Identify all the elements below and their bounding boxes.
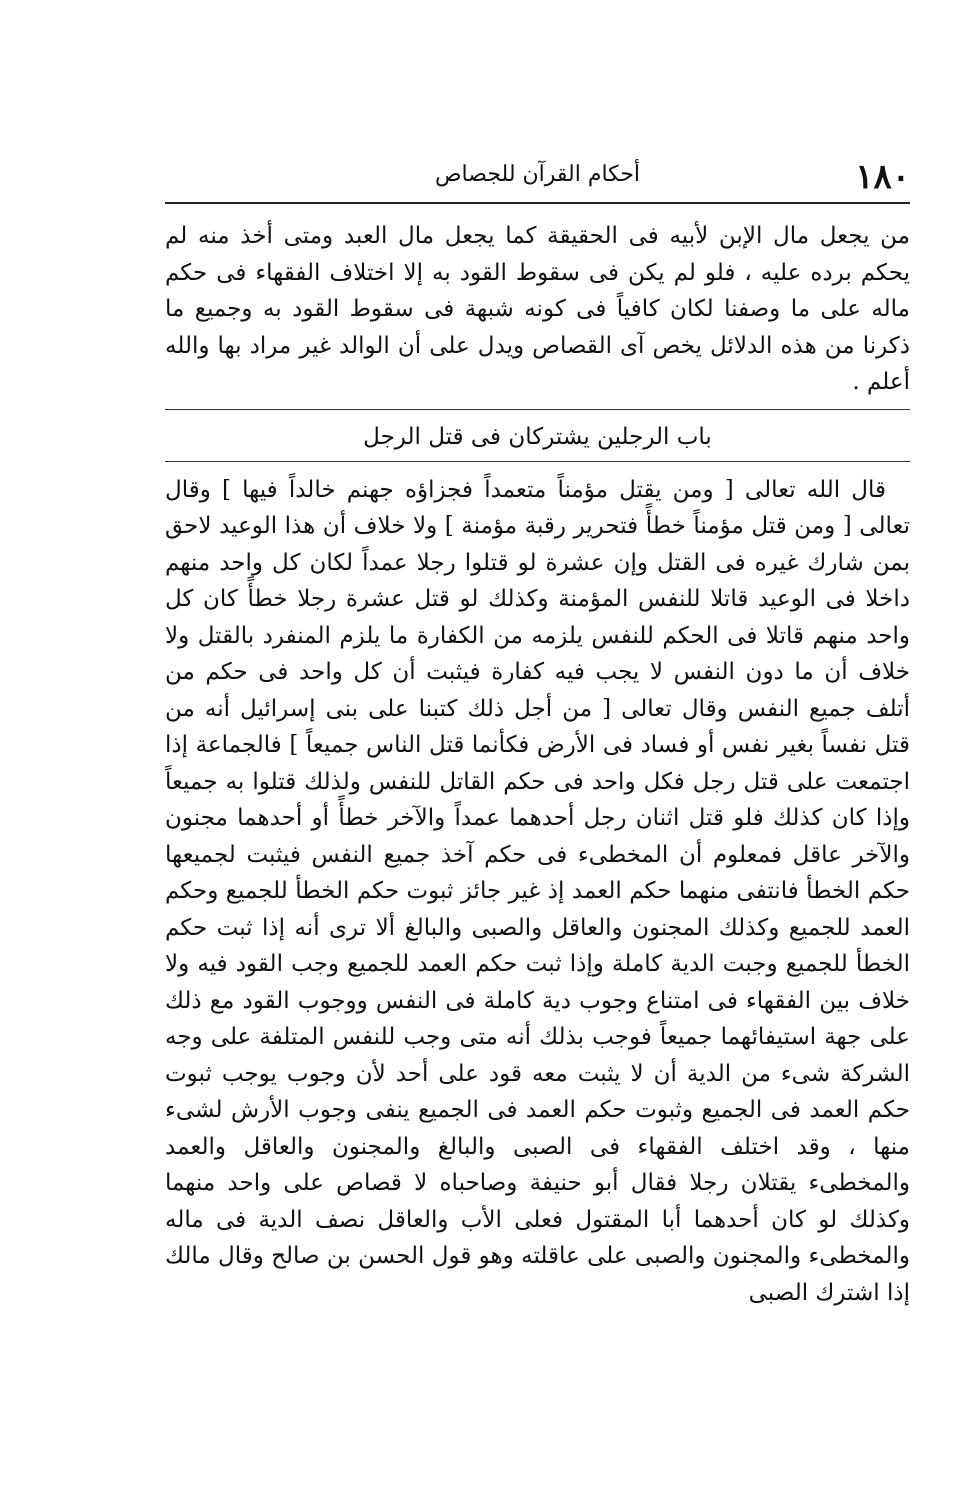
top-paragraph: من يجعل مال الإبن لأبيه فى الحقيقة كما يجعل مال العبد ومتى أخذ منه لم يحكم برده عليه ، فلو لم يكن فى سقوط القود به إلا اختلاف الفقهاء فى حكم ماله على ما وصفنا لكان كافياً فى كونه شبهة فى سقوط القود به وجميع ما ذكرنا من هذه الدلائل يخص آى القصاص ويدل على أن الوالد غير مراد بها والله أعلم . [165, 223, 910, 395]
page-header [165, 150, 910, 202]
chapter-heading: باب الرجلين يشتركان فى قتل الرجل [363, 423, 712, 450]
running-title: أحكام القرآن للجصاص [434, 162, 641, 187]
book-page [165, 150, 910, 1311]
page-number: ١٨٠ [855, 157, 910, 197]
main-paragraph: قال الله تعالى [ ومن يقتل مؤمناً متعمداً فجزاؤه جهنم خالداً فيها ] وقال تعالى [ ومن قتل مؤمناً خطأً فتحرير رقبة مؤمنة ] ولا خلاف أن هذا الوعيد لاحق بمن شارك غيره فى القتل وإن عشرة لو قتلوا رجلا عمداً لكان كل واحد منهم داخلا فى الوعيد قاتلا للنفس المؤمنة وكذلك لو قتل عشرة رجلا خطأً كان كل واحد منهم قاتلا فى الحكم للنفس يلزمه من الكفارة ما يلزم المنفرد بالقتل ولا خلاف أن ما دون النفس لا يجب فيه كفارة فيثبت أن كل واحد فى حكم من أتلف جميع النفس وقال تعالى [ من أجل ذلك كتبنا على بنى إسرائيل أنه من قتل نفساً بغير نفس أو فساد فى الأرض فكأنما قتل الناس جميعاً ] فالجماعة إذا اجتمعت على قتل رجل فكل واحد فى حكم القاتل للنفس ولذلك قتلوا به جميعاً وإذا كان كذلك فلو قتل اثنان رجل أحدهما عمداً والآخر خطأً أو أحدهما مجنون والآخر عاقل فمعلوم أن المخطىء فى حكم آخذ جميع النفس فيثبت لجميعها حكم الخطأ فانتفى منهما حكم العمد إذ غير جائز ثبوت حكم الخطأ للجميع وحكم العمد للجميع وكذلك المجنون والعاقل والصبى والبالغ ألا ترى أنه إذا ثبت حكم الخطأ للجميع وجبت الدية كاملة وإذا ثبت حكم العمد للجميع وجب القود فيه ولا خلاف بين الفقهاء فى امتناع وجوب دية كاملة فى النفس ووجوب القود مع ذلك على جهة استيفائهما جميعاً فوجب بذلك أنه متى وجب للنفس المتلفة على وجه الشركة شىء من الدية أن لا يثبت معه قود على أحد لأن وجوب يوجب ثبوت حكم العمد فى الجميع وثبوت حكم العمد فى الجميع ينفى وجوب الأرش لشىء منها ، وقد اختلف الفقهاء فى الصبى والبالغ والمجنون والعاقل والعمد والمخطىء يقتلان رجلا فقال أبو حنيفة وصاحباه لا قصاص على واحد منهما وكذلك لو كان أحدهما أبا المقتول فعلى الأب والعاقل نصف الدية فى ماله والمخطىء والمجنون والصبى على عاقلته وهو قول الحسن بن صالح وقال مالك إذا اشترك الصبى [165, 476, 910, 1306]
